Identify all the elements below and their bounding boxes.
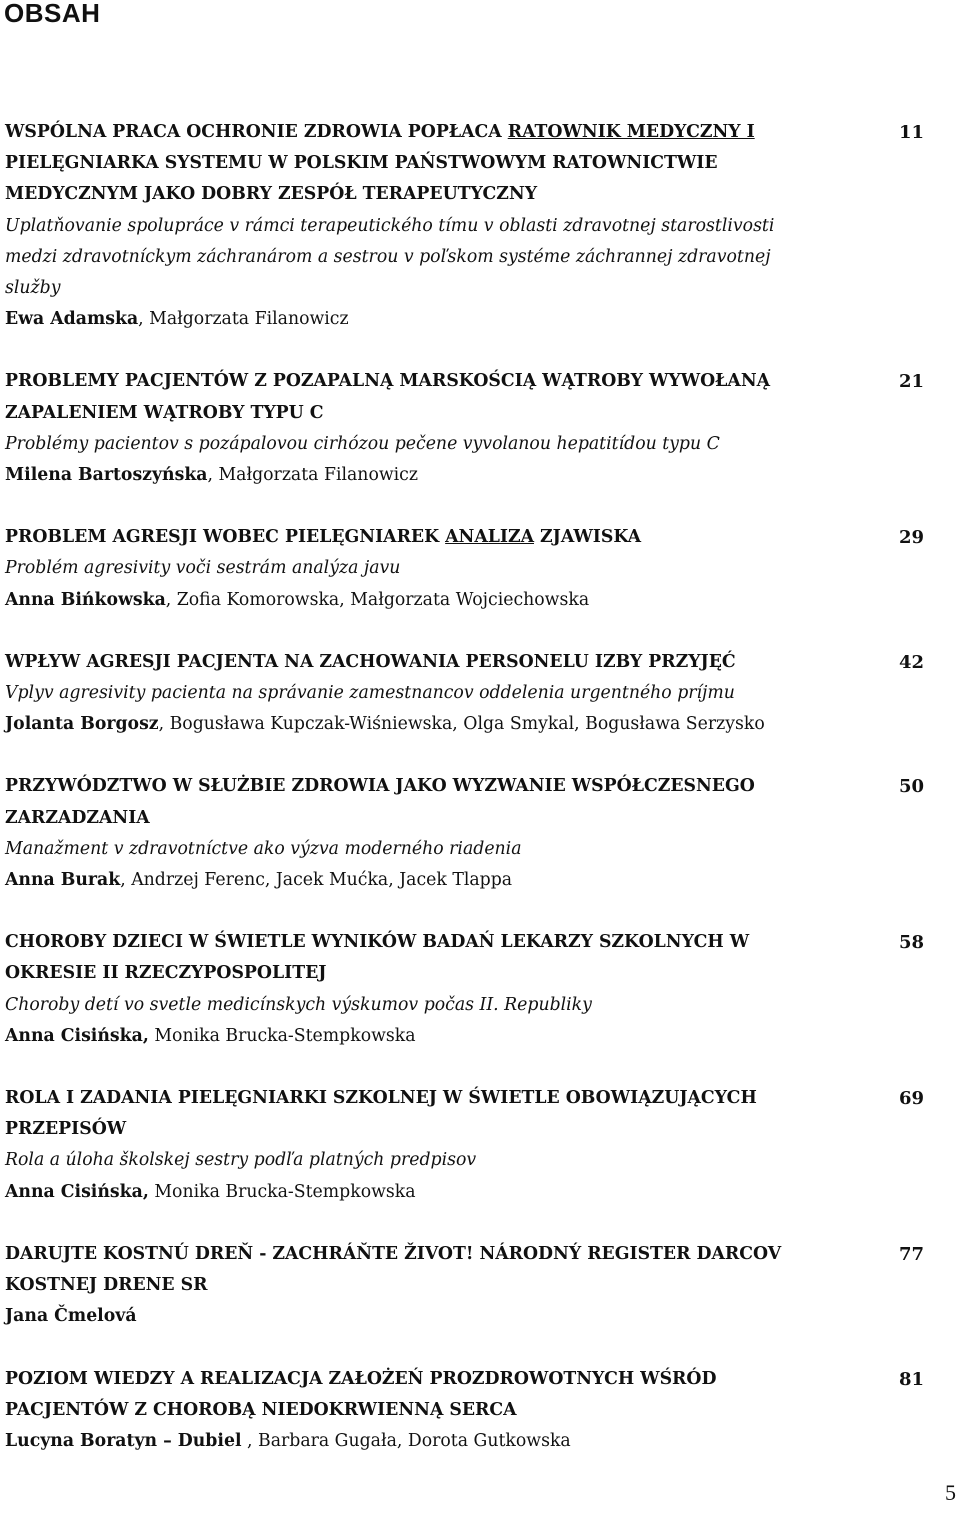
toc-page-number: 50 — [898, 776, 924, 798]
toc-entry-title-line — [5, 117, 955, 148]
title-segment: CHOROBY DZIECI W ŚWIETLE WYNIKÓW BADAŃ LEKARZY SZKOLNYCH W — [5, 932, 750, 953]
title-segment: POZIOM WIEDZY A REALIZACJA ZAŁOŻEŃ PROZDROWOTNYCH WŚRÓD — [5, 1368, 717, 1389]
toc-page-number: 69 — [898, 1088, 924, 1110]
toc-entry-title-line — [5, 366, 955, 397]
toc-entry-authors — [5, 1021, 955, 1052]
toc-entry-title-line — [5, 1239, 955, 1270]
toc-page-number: 81 — [898, 1368, 924, 1390]
title-underlined-segment: ANALIZA — [445, 527, 535, 548]
toc-entry-title-line — [5, 1270, 955, 1301]
toc-entry-title-line — [5, 958, 955, 989]
toc-entry[interactable] — [5, 1239, 955, 1333]
toc-page-number: 11 — [898, 122, 924, 143]
toc-page-number: 29 — [898, 527, 924, 549]
toc-entry[interactable] — [5, 771, 955, 896]
toc-entry-title-line — [5, 148, 955, 179]
page-number: 5 — [945, 1480, 956, 1505]
toc-entry-authors — [5, 1177, 955, 1208]
toc-entry-title-line — [5, 1364, 955, 1395]
toc-entry-subtitle-line: Rola a úloha školskej sestry podľa platných predpisov — [5, 1150, 477, 1171]
toc-entry-subtitle-line: Problém agresivity voči sestrám analýza javu — [5, 558, 401, 579]
toc-entry-title-line — [5, 927, 955, 958]
toc-entry-title-line — [5, 647, 955, 678]
title-segment: PROBLEMY PACJENTÓW Z POZAPALNĄ MARSKOŚCIĄ WĄTROBY WYWOŁANĄ — [5, 371, 771, 392]
co-authors: , Andrzej Ferenc, Jacek Mućka, Jacek Tlappa — [120, 870, 513, 891]
lead-author: Anna Cisińska, — [5, 1181, 149, 1202]
lead-author: Milena Bartoszyńska — [5, 465, 208, 486]
toc-entry-title-line — [5, 771, 955, 802]
lead-author: Anna Bińkowska — [5, 589, 166, 610]
toc-entry[interactable] — [5, 647, 955, 741]
toc-entry-authors — [5, 709, 955, 740]
toc-page-number: 77 — [898, 1243, 924, 1265]
co-authors: , Małgorzata Filanowicz — [207, 465, 418, 486]
toc-entry-title-line — [5, 398, 955, 429]
toc-entry[interactable] — [5, 117, 955, 335]
lead-author: Jana Čmelová — [5, 1306, 137, 1327]
toc-entry-subtitle-line: Vplyv agresivity pacienta na správanie zamestnancov oddelenia urgentného príjmu — [5, 683, 735, 704]
title-segment: PROBLEM AGRESJI WOBEC PIELĘGNIAREK — [5, 527, 446, 548]
title-segment: ROLA I ZADANIA PIELĘGNIARKI SZKOLNEJ W ŚWIETLE OBOWIĄZUJĄCYCH — [5, 1088, 757, 1109]
co-authors: Monika Brucka-Stempkowska — [148, 1181, 416, 1202]
toc-page-number: 58 — [898, 932, 924, 954]
toc-entry[interactable] — [5, 1364, 955, 1458]
co-authors: , Barbara Gugała, Dorota Gutkowska — [241, 1430, 571, 1451]
lead-author: Ewa Adamska — [5, 309, 139, 330]
lead-author: Lucyna Boratyn – Dubiel — [5, 1430, 242, 1451]
co-authors: , Małgorzata Filanowicz — [138, 309, 349, 330]
title-segment: PACJENTÓW Z CHOROBĄ NIEDOKRWIENNĄ SERCA — [5, 1399, 517, 1420]
toc-entry-authors — [5, 304, 955, 335]
co-authors: , Zofia Komorowska, Małgorzata Wojciechowska — [165, 589, 590, 610]
page-heading: OBSAH — [4, 0, 101, 28]
toc-entry-title-line — [5, 179, 955, 210]
toc-entry-title-line — [5, 1114, 955, 1145]
toc-entry-authors — [5, 585, 955, 616]
toc-entry-authors — [5, 460, 955, 491]
toc-entry-subtitle-line: Uplatňovanie spolupráce v rámci terapeutického tímu v oblasti zdravotnej starostlivosti — [5, 215, 775, 236]
title-segment: ZJAWISKA — [534, 527, 642, 548]
toc-entry-title-line — [5, 522, 955, 553]
title-segment: PRZYWÓDZTWO W SŁUŻBIE ZDROWIA JAKO WYZWANIE WSPÓŁCZESNEGO — [5, 776, 755, 797]
co-authors: Monika Brucka-Stempkowska — [148, 1025, 416, 1046]
title-segment: WSPÓLNA PRACA OCHRONIE ZDROWIA POPŁACA — [5, 122, 508, 142]
toc-entry[interactable] — [5, 927, 955, 1052]
title-underlined-segment: RATOWNIK MEDYCZNY I — [507, 122, 755, 142]
lead-author: Anna Cisińska, — [5, 1025, 149, 1046]
toc-entry-subtitle-line: medzi zdravotníckym záchranárom a sestrou v poľskom systéme záchrannej zdravotnej — [5, 246, 771, 267]
toc-entry-title-line — [5, 1395, 955, 1426]
toc-entry-title-line — [5, 1083, 955, 1114]
title-segment: OKRESIE II RZECZYPOSPOLITEJ — [5, 963, 327, 984]
toc-entry[interactable] — [5, 522, 955, 616]
toc-entry[interactable] — [5, 1083, 955, 1208]
table-of-contents — [5, 117, 955, 1488]
toc-entry-subtitle-line: Manažment v zdravotníctve ako výzva moderného riadenia — [5, 838, 522, 859]
lead-author: Anna Burak — [5, 870, 121, 891]
toc-page-number: 42 — [898, 651, 924, 673]
title-segment: ZARZADZANIA — [5, 807, 150, 828]
title-segment: PRZEPISÓW — [5, 1119, 127, 1140]
title-segment: PIELĘGNIARKA SYSTEMU W POLSKIM PAŃSTWOWYM RATOWNICTWIE — [5, 153, 718, 174]
title-segment: DARUJTE KOSTNÚ DREŇ - ZACHRÁŇTE ŽIVOT! NÁRODNÝ REGISTER DARCOV — [5, 1243, 782, 1264]
co-authors: , Bogusława Kupczak-Wiśniewska, Olga Smykal, Bogusława Serzysko — [158, 714, 765, 735]
toc-entry-authors — [5, 865, 955, 896]
title-segment: WPŁYW AGRESJI PACJENTA NA ZACHOWANIA PERSONELU IZBY PRZYJĘĆ — [5, 651, 736, 672]
toc-entry-subtitle-line: Problémy pacientov s pozápalovou cirhózou pečene vyvolanou hepatitídou typu C — [5, 433, 720, 454]
toc-entry[interactable] — [5, 366, 955, 491]
toc-entry-authors — [5, 1426, 955, 1457]
title-segment: ZAPALENIEM WĄTROBY TYPU C — [5, 402, 324, 423]
lead-author: Jolanta Borgosz — [5, 714, 159, 735]
toc-entry-title-line — [5, 803, 955, 834]
title-segment: MEDYCZNYM JAKO DOBRY ZESPÓŁ TERAPEUTYCZNY — [5, 184, 538, 205]
toc-page-number: 21 — [898, 371, 924, 393]
title-segment: KOSTNEJ DRENE SR — [5, 1275, 208, 1296]
toc-entry-subtitle-line: služby — [5, 278, 61, 299]
toc-entry-authors — [5, 1301, 955, 1332]
toc-entry-subtitle-line: Choroby detí vo svetle medicínskych výskumov počas II. Republiky — [5, 994, 592, 1015]
